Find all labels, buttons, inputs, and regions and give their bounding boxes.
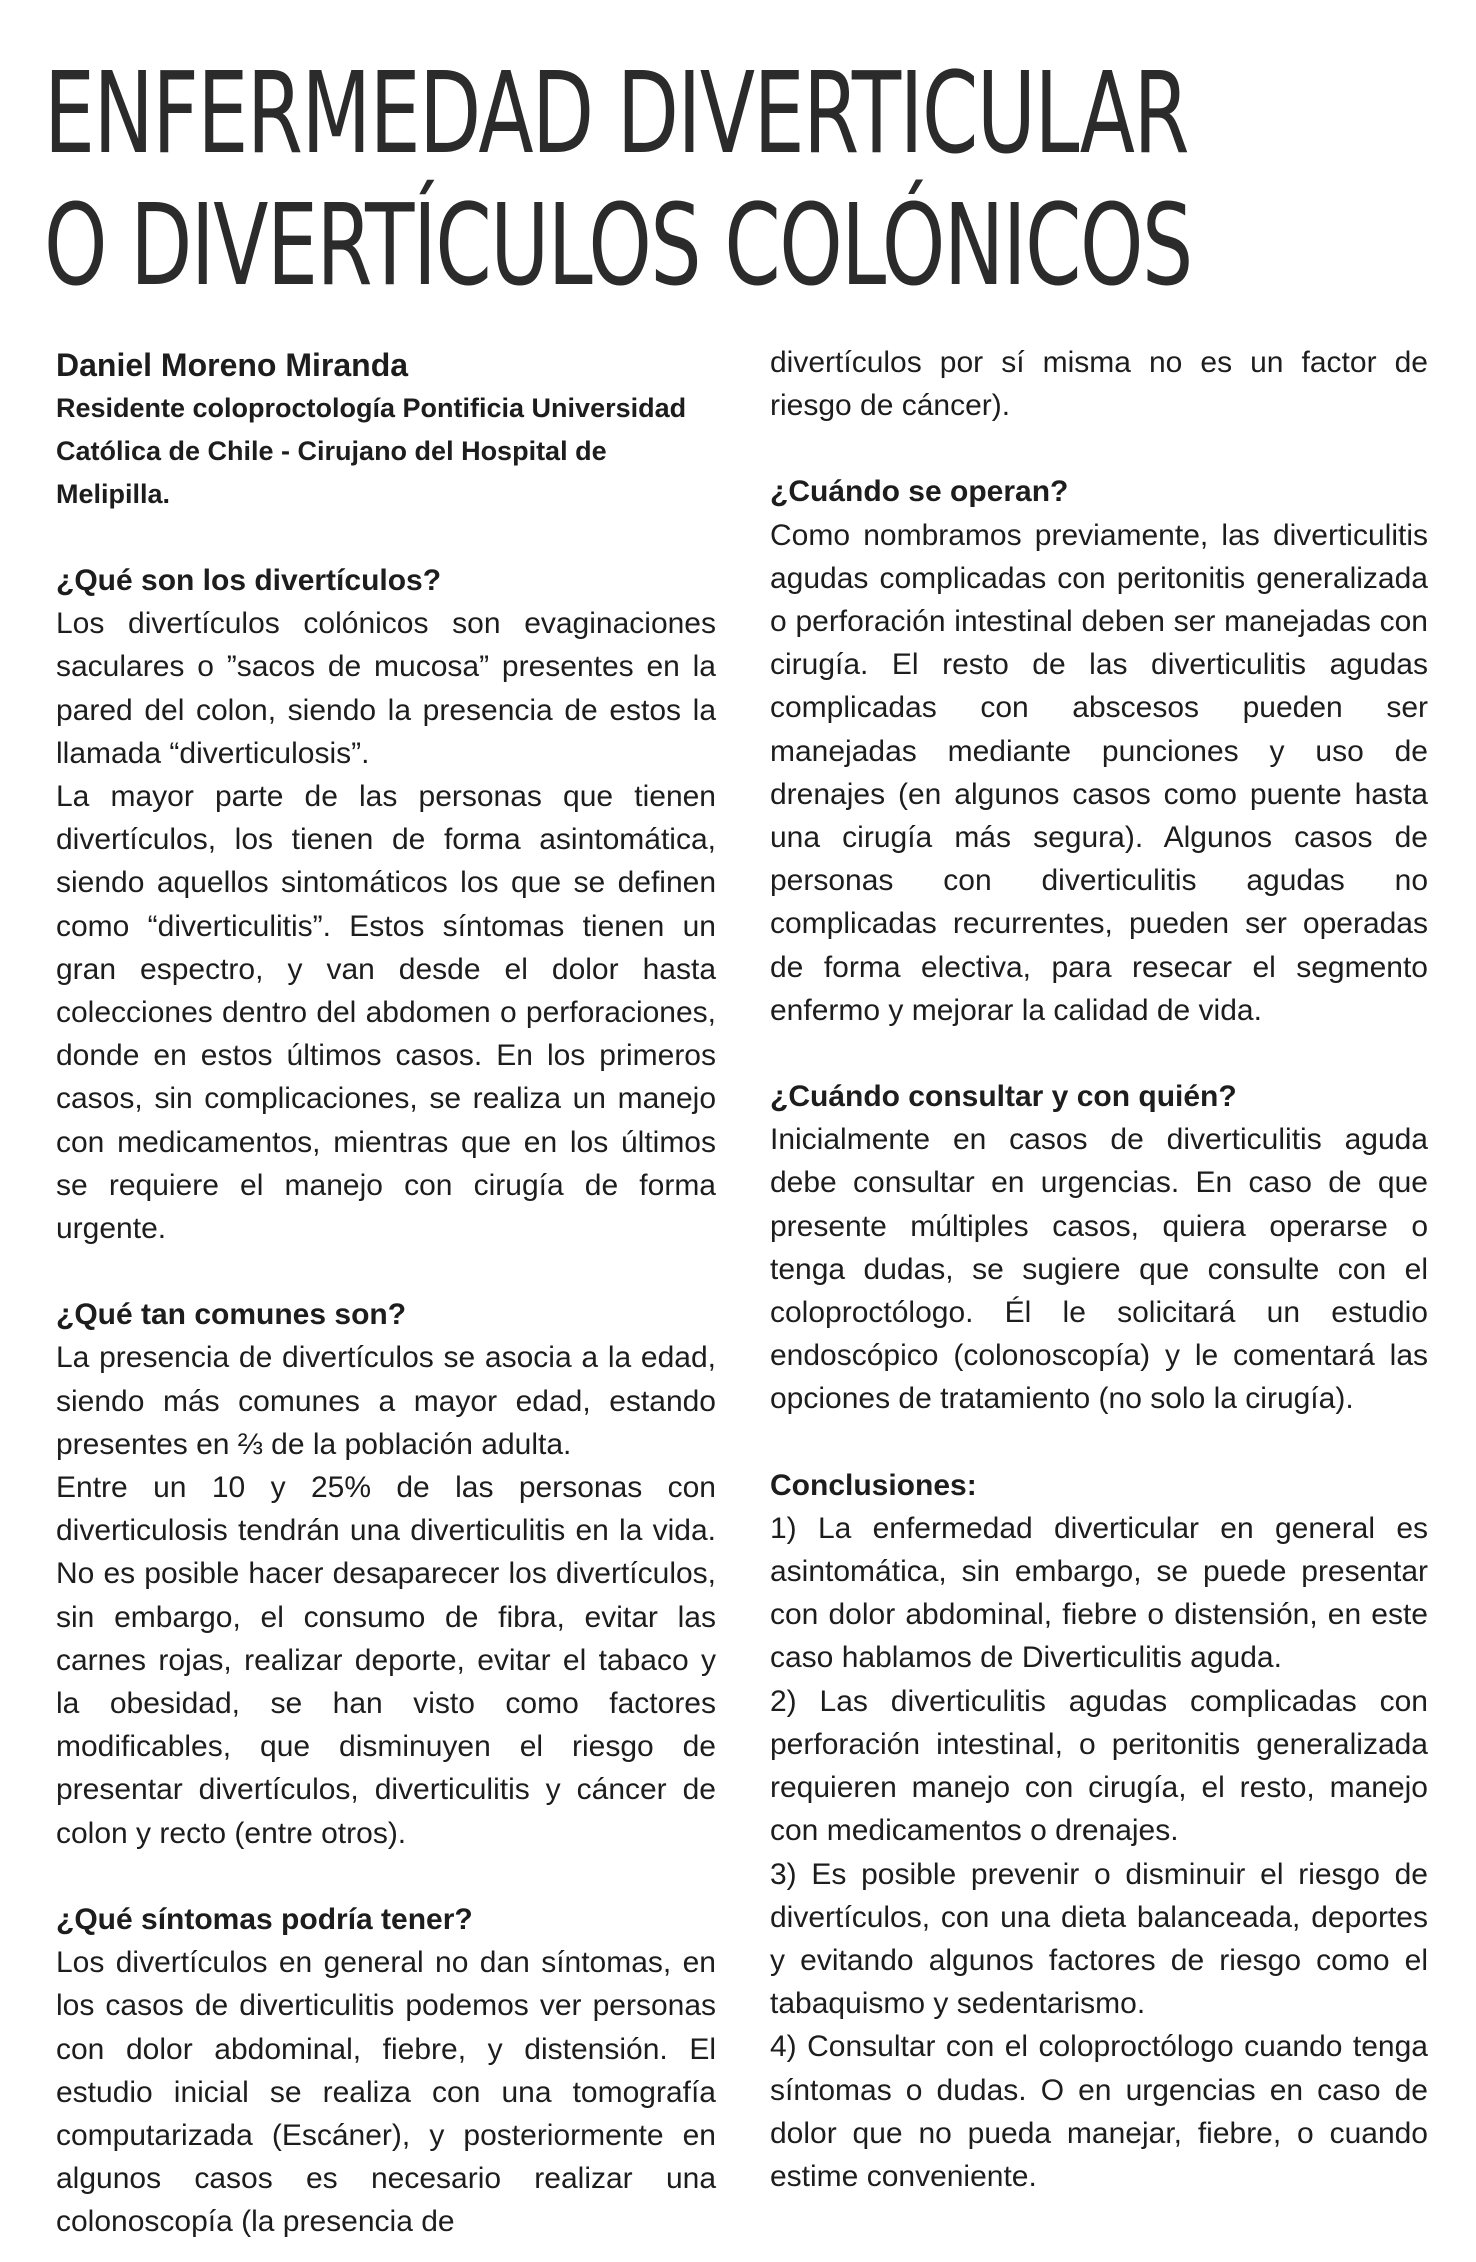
sintomas-paragraph-1: Los divertículos en general no dan síntomas, en los casos de diverticulitis podemos ver personas con dolor abdominal, fiebre, y distensión. El estudio inicial se realiza con una tomografía computarizada (Escáner), y posteriormente en algunos casos es necesario realizar una colonoscopía (la presencia de (56, 1946, 716, 2239)
heading-operan: ¿Cuándo se operan? (770, 475, 1069, 509)
article-title (44, 48, 1192, 312)
author-name: Daniel Moreno Miranda (56, 347, 409, 383)
conclusion-item-3: 3) Es posible prevenir o disminuir el riesgo de divertículos, con una dieta balanceada, deportes y evitando algunos factores de riesgo como el tabaquismo y sedentarismo. (770, 1857, 1428, 2021)
que-son-paragraph-1: Los divertículos colónicos son evaginaciones saculares o ”sacos de mucosa” presentes en la pared del colon, siendo la presencia de estos la llamada “diverticulosis”. (56, 607, 716, 770)
heading-conclusiones: Conclusiones: (770, 1468, 977, 1502)
operan-paragraph-1: Como nombramos previamente, las diverticulitis agudas complicadas con peritonitis generalizada o perforación intestinal deben ser manejadas con cirugía. El resto de las diverticulitis agudas complicadas con abscesos pueden ser manejadas mediante punciones y uso de drenajes (en algunos casos como puente hasta una cirugía más segura). Algunos casos de personas con diverticulitis agudas no complicadas recurrentes, pueden ser operadas de forma electiva, para resecar el segmento enfermo y mejorar la calidad de vida. (770, 518, 1428, 1027)
heading-sintomas: ¿Qué síntomas podría tener? (56, 1902, 473, 1936)
left-column (56, 343, 716, 2244)
comunes-paragraph-2: Entre un 10 y 25% de las personas con diverticulosis tendrán una diverticulitis en la vida. No es posible hacer desaparecer los divertículos, sin embargo, el consumo de fibra, evitar las carnes rojas, realizar deporte, evitar el tabaco y la obesidad, se han visto como factores modificables, que disminuyen el riesgo de presentar divertículos, diverticulitis y cáncer de colon y recto (entre otros). (56, 1471, 716, 1850)
conclusion-item-4: 4) Consultar con el coloproctólogo cuando tenga síntomas o dudas. O en urgencias en caso de dolor que no pueda manejar, fiebre, o cuando estime conveniente. (770, 2030, 1428, 2193)
author-affiliation: Residente coloproctología Pontificia Universidad Católica de Chile - Cirujano del Hospital de Melipilla. (56, 393, 687, 509)
conclusion-item-1: 1) La enfermedad diverticular en general es asintomática, sin embargo, se puede presentar con dolor abdominal, fiebre o distensión, en este caso hablamos de Diverticulitis aguda. (770, 1511, 1428, 1675)
heading-que-son: ¿Qué son los divertículos? (56, 564, 442, 597)
sintomas-paragraph-continued: divertículos por sí misma no es un factor de riesgo de cáncer). (770, 346, 1428, 423)
heading-comunes: ¿Qué tan comunes son? (56, 1298, 407, 1332)
heading-consultar: ¿Cuándo consultar y con quién? (770, 1080, 1237, 1114)
que-son-paragraph-2: La mayor parte de las personas que tienen divertículos, los tienen de forma asintomática, siendo aquellos sintomáticos los que se definen como “diverticulitis”. Estos síntomas tienen un gran espectro, y van desde el dolor hasta colecciones dentro del abdomen o perforaciones, donde en estos últimos casos. En los primeros casos, sin complicaciones, se realiza un manejo con medicamentos, mientras que en los últimos se requiere el manejo con cirugía de forma urgente. (56, 780, 716, 1246)
title-line-2: O DIVERTÍCULOS COLÓNICOS (44, 181, 1192, 311)
right-column (770, 341, 1428, 2198)
conclusion-item-2: 2) Las diverticulitis agudas complicadas con perforación intestinal, o peritonitis generalizada requieren manejo con cirugía, el resto, manejo con medicamentos o drenajes. (770, 1684, 1428, 1848)
title-line-1: ENFERMEDAD DIVERTICULAR (44, 49, 1189, 179)
consultar-paragraph-1: Inicialmente en casos de diverticulitis aguda debe consultar en urgencias. En caso de que presente múltiples casos, quiera operarse o tenga dudas, se sugiere que consulte con el coloproctólogo. Él le solicitará un estudio endoscópico (colonoscopía) y le comentará las opciones de tratamiento (no solo la cirugía). (770, 1123, 1428, 1416)
comunes-paragraph-1: La presencia de divertículos se asocia a la edad, siendo más comunes a mayor edad, estando presentes en ⅔ de la población adulta. (56, 1341, 716, 1461)
